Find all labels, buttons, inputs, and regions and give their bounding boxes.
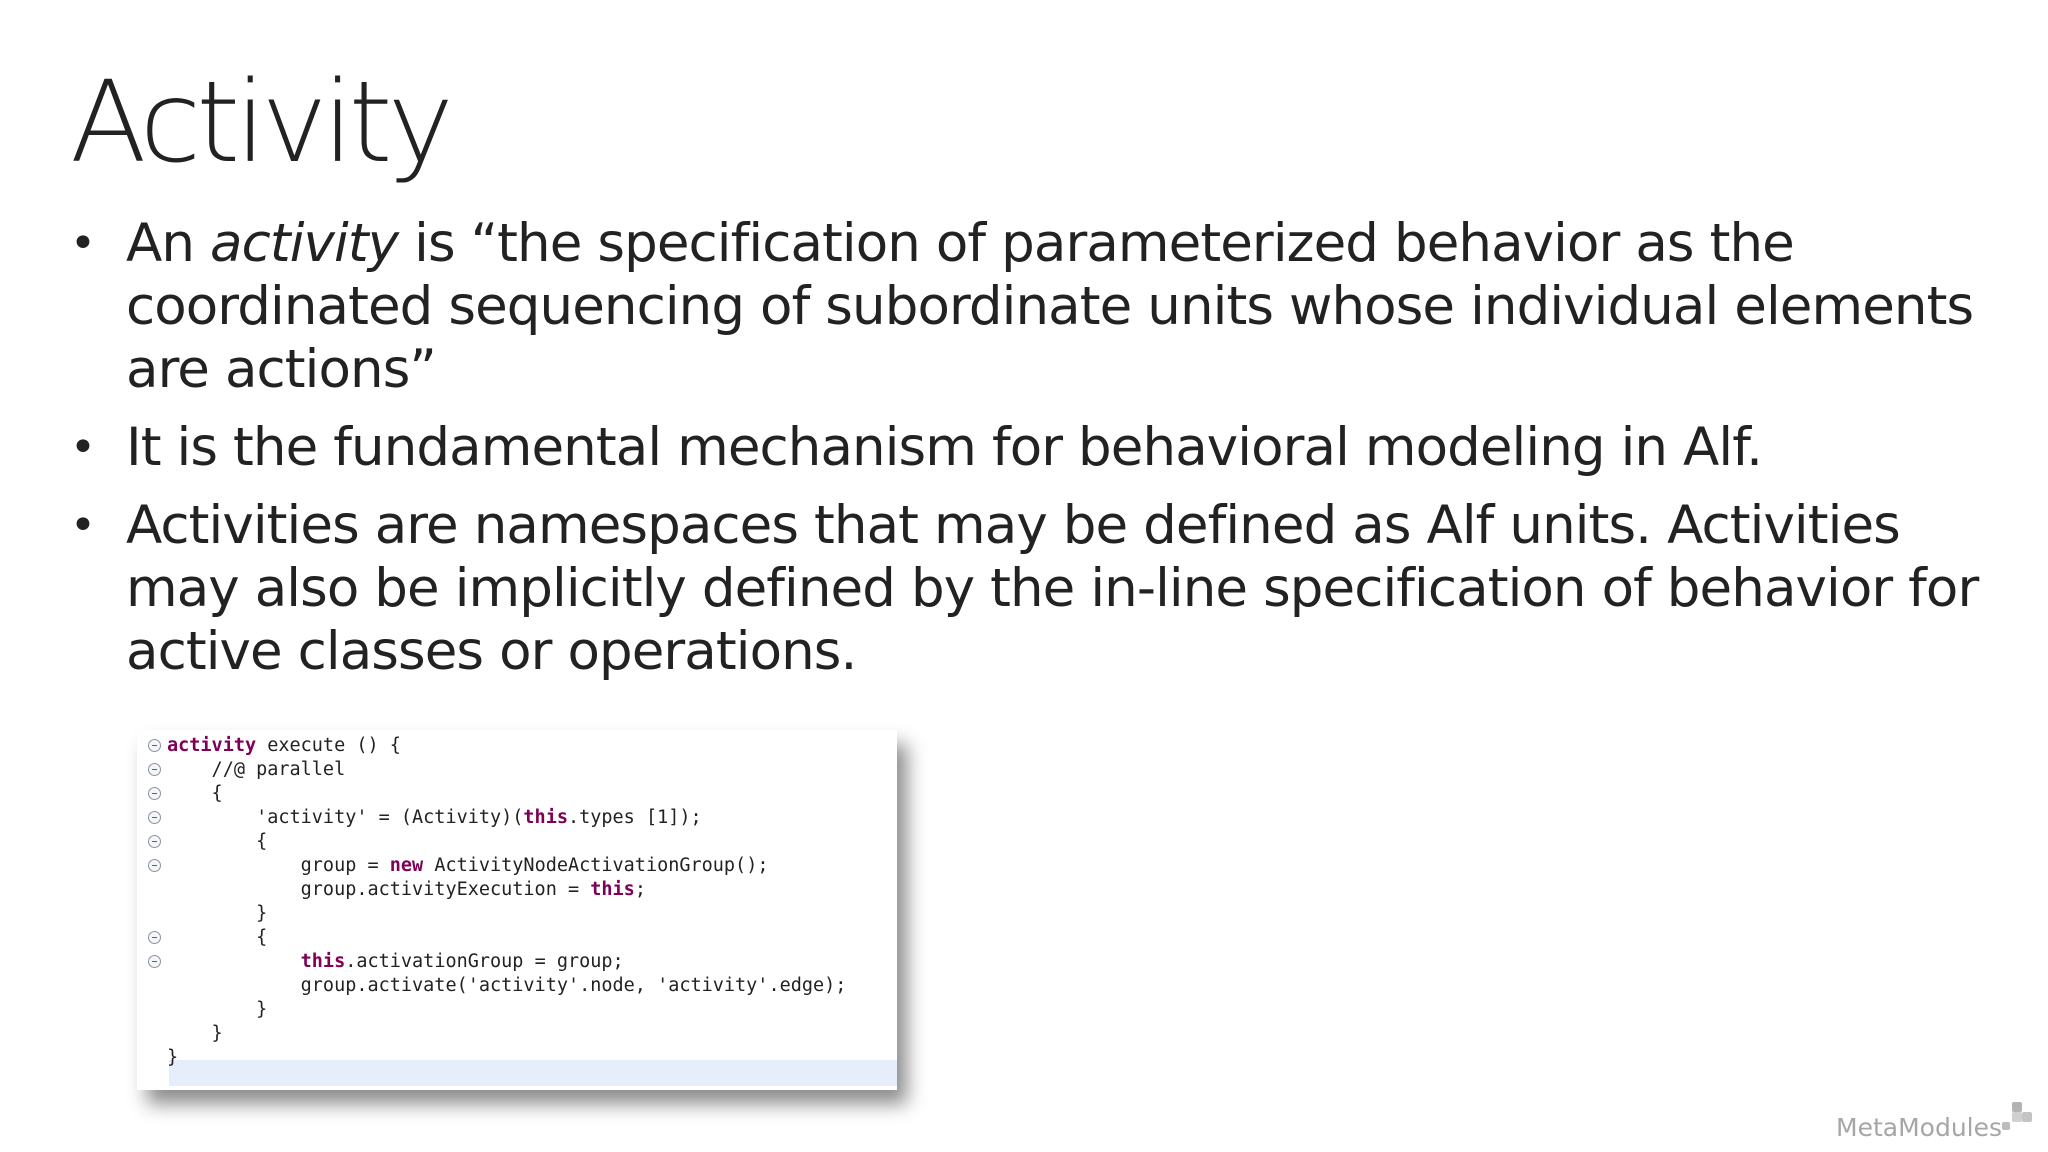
code-line-12: } xyxy=(167,999,268,1020)
code-line-2: //@ parallel xyxy=(167,759,346,780)
bullet-3-text: Activities are namespaces that may be defined as Alf units. Activities may also be implicitly defined by the in-line specification of behavior for active classes or operations. xyxy=(126,495,1979,682)
logo-text-modules: Modules xyxy=(1898,1113,2003,1142)
bullet-namespaces xyxy=(70,494,2020,683)
bullet-activity-definition xyxy=(70,212,2020,401)
fold-collapse-icon xyxy=(148,763,161,776)
fold-collapse-icon xyxy=(148,739,161,752)
bullet-1-emphasis: activity xyxy=(210,213,399,274)
bullet-1-text-pre: An xyxy=(126,213,210,274)
bullet-1-text-post: is “the specification of parameterized behavior as the coordinated sequencing of subordinate units whose individual elements are actions” xyxy=(126,213,1974,400)
code-line-4 xyxy=(167,806,702,830)
code-keyword: new xyxy=(389,855,424,876)
code-line-1 xyxy=(167,734,401,758)
code-keyword: this xyxy=(300,951,346,972)
bullet-marker: • xyxy=(70,500,96,551)
code-text: .types [1]); xyxy=(567,807,702,828)
bullet-list xyxy=(70,212,2020,698)
code-keyword: this xyxy=(523,807,568,828)
code-line-13: } xyxy=(167,1023,223,1044)
code-text: execute () { xyxy=(256,735,401,756)
code-line-9: { xyxy=(167,927,268,948)
code-text: .activationGroup = group; xyxy=(345,951,624,972)
bullet-fundamental-mechanism xyxy=(70,416,2020,479)
fold-collapse-icon xyxy=(148,811,161,824)
code-screenshot xyxy=(137,730,897,1090)
code-line-10 xyxy=(167,950,624,974)
code-keyword: activity xyxy=(167,735,257,756)
current-line-highlight xyxy=(169,1060,897,1086)
code-line-7 xyxy=(167,878,646,902)
bullet-marker: • xyxy=(70,218,96,269)
code-text: group = xyxy=(167,855,390,876)
code-keyword: this xyxy=(590,879,635,900)
bullet-2-text: It is the fundamental mechanism for behavioral modeling in Alf. xyxy=(126,417,1763,478)
code-text: 'activity' = (Activity)( xyxy=(167,807,524,828)
code-text: ActivityNodeActivationGroup(); xyxy=(423,855,769,876)
code-text: group.activityExecution = xyxy=(167,879,591,900)
metamodules-logo xyxy=(1836,1113,2002,1143)
code-line-14: } xyxy=(167,1047,179,1068)
code-line-8: } xyxy=(167,903,268,924)
slide-title: Activity xyxy=(70,58,449,188)
code-text xyxy=(167,951,301,972)
fold-collapse-icon xyxy=(148,955,161,968)
fold-collapse-icon xyxy=(148,859,161,872)
fold-collapse-icon xyxy=(148,835,161,848)
code-line-11: group.activate('activity'.node, 'activity'.edge); xyxy=(167,975,847,996)
bullet-marker: • xyxy=(70,422,96,473)
code-text: ; xyxy=(634,879,646,900)
code-line-5: { xyxy=(167,831,268,852)
logo-text-meta: Meta xyxy=(1836,1113,1899,1142)
fold-collapse-icon xyxy=(148,931,161,944)
code-line-3: { xyxy=(167,783,223,804)
code-line-6 xyxy=(167,854,768,878)
fold-collapse-icon xyxy=(148,787,161,800)
logo-puzzle-icon xyxy=(2000,1100,2034,1134)
